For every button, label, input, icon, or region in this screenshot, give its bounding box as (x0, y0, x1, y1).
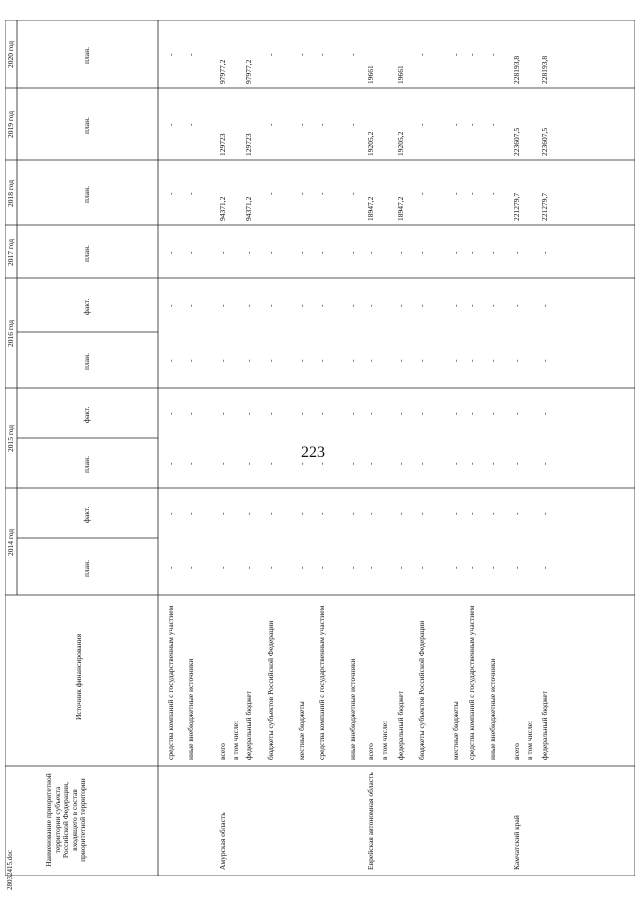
row-5-value-1: - (266, 512, 275, 515)
row-9-value-7: 18947,2 (366, 196, 375, 221)
row-13-value-1: - (451, 512, 460, 515)
row-11-value-3: - (396, 412, 405, 415)
row-2-value-4: - (218, 359, 227, 362)
row-source-10: в том числе: (380, 720, 389, 760)
row-0-value-0: - (166, 566, 175, 569)
row-11-value-5: - (396, 304, 405, 307)
footer-doc-code: 28032415.doc (6, 850, 14, 890)
row-15-value-7: - (488, 192, 497, 195)
row-8-value-5: - (348, 304, 357, 307)
row-14-value-3: - (467, 412, 476, 415)
row-1-value-9: - (186, 53, 195, 56)
row-16-value-1: - (512, 512, 521, 515)
row-11-value-1: - (396, 512, 405, 515)
row-4-value-1: - (244, 512, 253, 515)
row-6-value-8: - (297, 123, 306, 126)
row-13-value-3: - (451, 412, 460, 415)
row-9-value-2: - (366, 462, 375, 465)
row-0-value-7: - (166, 192, 175, 195)
row-1-value-7: - (186, 192, 195, 195)
row-14-value-5: - (467, 304, 476, 307)
row-18-value-0: - (540, 566, 549, 569)
row-11-value-7: 18947,2 (396, 196, 405, 221)
row-16-value-5: - (512, 304, 521, 307)
row-1-value-5: - (186, 304, 195, 307)
row-16-value-7: 221279,7 (512, 192, 521, 221)
row-12-value-0: - (417, 566, 426, 569)
row-1-value-2: - (186, 462, 195, 465)
row-0-value-8: - (166, 123, 175, 126)
row-5-value-4: - (266, 359, 275, 362)
row-6-value-7: - (297, 192, 306, 195)
row-13-value-7: - (451, 192, 460, 195)
row-8-value-1: - (348, 512, 357, 515)
row-13-value-9: - (451, 53, 460, 56)
row-source-5: бюджеты субъектов Российской Федерации (266, 620, 275, 760)
row-source-9: всего (366, 743, 375, 760)
row-7-value-7: - (317, 192, 326, 195)
row-14-value-7: - (467, 192, 476, 195)
row-1-value-4: - (186, 359, 195, 362)
row-12-value-6: - (417, 251, 426, 254)
row-7-value-4: - (317, 359, 326, 362)
row-7-value-0: - (317, 566, 326, 569)
row-9-value-1: - (366, 512, 375, 515)
row-4-value-8: 129723 (244, 133, 253, 156)
row-5-value-2: - (266, 462, 275, 465)
row-11-value-2: - (396, 462, 405, 465)
row-12-value-7: - (417, 192, 426, 195)
row-8-value-3: - (348, 412, 357, 415)
row-18-value-2: - (540, 462, 549, 465)
row-5-value-8: - (266, 123, 275, 126)
row-12-value-2: - (417, 462, 426, 465)
row-14-value-0: - (467, 566, 476, 569)
row-6-value-4: - (297, 359, 306, 362)
row-6-value-6: - (297, 251, 306, 254)
row-1-value-0: - (186, 566, 195, 569)
header-year-4: 2018 год (6, 179, 15, 207)
row-region-16: Камчатский край (512, 815, 521, 870)
row-6-value-1: - (297, 512, 306, 515)
row-5-value-5: - (266, 304, 275, 307)
funding-table (5, 20, 635, 876)
header-fact-1: факт. (82, 506, 91, 523)
row-8-value-7: - (348, 192, 357, 195)
row-source-14: средства компаний с государственным участием (467, 605, 476, 760)
row-15-value-0: - (488, 566, 497, 569)
header-year-0: 2014 год (6, 528, 15, 556)
header-source: Источник финансирования (74, 633, 83, 720)
row-0-value-3: - (166, 412, 175, 415)
row-5-value-7: - (266, 192, 275, 195)
row-source-7: средства компаний с государственным участием (317, 605, 326, 760)
row-13-value-8: - (451, 123, 460, 126)
row-source-13: местные бюджеты (451, 701, 460, 760)
row-12-value-1: - (417, 512, 426, 515)
row-source-17: в том числе: (525, 720, 534, 760)
row-7-value-3: - (317, 412, 326, 415)
row-18-value-3: - (540, 412, 549, 415)
header-year-2: 2016 год (6, 319, 15, 347)
row-source-1: иные внебюджетные источники (186, 658, 195, 760)
row-15-value-4: - (488, 359, 497, 362)
row-2-value-7: 94371,2 (218, 196, 227, 221)
row-0-value-1: - (166, 512, 175, 515)
row-12-value-4: - (417, 359, 426, 362)
row-4-value-3: - (244, 412, 253, 415)
row-11-value-9: 19661 (396, 65, 405, 84)
row-8-value-9: - (348, 53, 357, 56)
row-5-value-9: - (266, 53, 275, 56)
row-8-value-8: - (348, 123, 357, 126)
row-8-value-6: - (348, 251, 357, 254)
row-11-value-4: - (396, 359, 405, 362)
row-11-value-0: - (396, 566, 405, 569)
row-14-value-6: - (467, 251, 476, 254)
row-7-value-5: - (317, 304, 326, 307)
row-12-value-9: - (417, 53, 426, 56)
header-fact-5: факт. (82, 298, 91, 315)
header-plan-6: план. (82, 244, 91, 262)
row-7-value-6: - (317, 251, 326, 254)
row-4-value-6: - (244, 251, 253, 254)
row-6-value-9: - (297, 53, 306, 56)
row-18-value-4: - (540, 359, 549, 362)
row-16-value-3: - (512, 412, 521, 415)
row-4-value-5: - (244, 304, 253, 307)
row-18-value-8: 223607,5 (540, 127, 549, 156)
row-source-3: в том числе: (231, 720, 240, 760)
row-9-value-3: - (366, 412, 375, 415)
row-source-8: иные внебюджетные источники (348, 658, 357, 760)
row-15-value-5: - (488, 304, 497, 307)
row-6-value-5: - (297, 304, 306, 307)
row-source-12: бюджеты субъектов Российской Федерации (417, 620, 426, 760)
row-0-value-9: - (166, 53, 175, 56)
row-source-16: всего (512, 743, 521, 760)
row-7-value-2: - (317, 462, 326, 465)
page-number: 223 (301, 444, 325, 461)
row-1-value-8: - (186, 123, 195, 126)
row-15-value-9: - (488, 53, 497, 56)
row-5-value-6: - (266, 251, 275, 254)
row-8-value-4: - (348, 359, 357, 362)
row-14-value-8: - (467, 123, 476, 126)
row-0-value-2: - (166, 462, 175, 465)
row-source-15: иные внебюджетные источники (488, 658, 497, 760)
row-6-value-2: - (297, 462, 306, 465)
row-5-value-0: - (266, 566, 275, 569)
row-5-value-3: - (266, 412, 275, 415)
row-6-value-3: - (297, 412, 306, 415)
row-8-value-0: - (348, 566, 357, 569)
row-region-9: Еврейская автономная область (366, 772, 375, 870)
row-9-value-4: - (366, 359, 375, 362)
row-1-value-1: - (186, 512, 195, 515)
row-16-value-6: - (512, 251, 521, 254)
row-source-2: всего (218, 743, 227, 760)
row-0-value-4: - (166, 359, 175, 362)
row-2-value-5: - (218, 304, 227, 307)
row-13-value-0: - (451, 566, 460, 569)
row-7-value-1: - (317, 512, 326, 515)
row-18-value-5: - (540, 304, 549, 307)
header-fact-3: факт. (82, 406, 91, 423)
header-year-5: 2019 год (6, 110, 15, 138)
row-source-4: федеральный бюджет (244, 690, 253, 760)
row-0-value-5: - (166, 304, 175, 307)
row-12-value-3: - (417, 412, 426, 415)
row-1-value-6: - (186, 251, 195, 254)
row-18-value-7: 221279,7 (540, 192, 549, 221)
row-2-value-1: - (218, 512, 227, 515)
header-plan-9: план. (82, 47, 91, 64)
row-14-value-1: - (467, 512, 476, 515)
row-11-value-8: 19205,2 (396, 131, 405, 156)
row-15-value-2: - (488, 462, 497, 465)
header-plan-8: план. (82, 117, 91, 134)
row-2-value-8: 129723 (218, 133, 227, 156)
row-source-11: федеральный бюджет (396, 690, 405, 760)
row-18-value-6: - (540, 251, 549, 254)
row-4-value-7: 94371,2 (244, 196, 253, 221)
row-9-value-5: - (366, 304, 375, 307)
row-12-value-5: - (417, 304, 426, 307)
row-9-value-6: - (366, 251, 375, 254)
row-12-value-8: - (417, 123, 426, 126)
row-9-value-0: - (366, 566, 375, 569)
row-4-value-4: - (244, 359, 253, 362)
row-14-value-4: - (467, 359, 476, 362)
row-18-value-1: - (540, 512, 549, 515)
row-6-value-0: - (297, 566, 306, 569)
row-8-value-2: - (348, 462, 357, 465)
row-2-value-2: - (218, 462, 227, 465)
row-0-value-6: - (166, 251, 175, 254)
header-plan-4: план. (82, 353, 91, 370)
row-source-6: местные бюджеты (297, 701, 306, 760)
row-9-value-8: 19205,2 (366, 131, 375, 156)
row-16-value-2: - (512, 462, 521, 465)
header-plan-2: план. (82, 456, 91, 473)
row-16-value-9: 228193,8 (512, 55, 521, 84)
row-region-2: Амурская область (218, 812, 227, 870)
row-13-value-5: - (451, 304, 460, 307)
row-13-value-6: - (451, 251, 460, 254)
row-9-value-9: 19661 (366, 65, 375, 84)
header-year-1: 2015 год (6, 424, 15, 452)
row-7-value-9: - (317, 53, 326, 56)
row-2-value-6: - (218, 251, 227, 254)
header-plan-0: план. (82, 559, 91, 577)
row-4-value-2: - (244, 462, 253, 465)
row-14-value-2: - (467, 462, 476, 465)
row-4-value-0: - (244, 566, 253, 569)
row-13-value-4: - (451, 359, 460, 362)
header-year-3: 2017 год (6, 238, 15, 266)
row-15-value-8: - (488, 123, 497, 126)
row-2-value-3: - (218, 412, 227, 415)
row-7-value-8: - (317, 123, 326, 126)
header-year-6: 2020 год (6, 40, 15, 68)
row-2-value-0: - (218, 566, 227, 569)
row-4-value-9: 97977,2 (244, 59, 253, 84)
row-15-value-1: - (488, 512, 497, 515)
row-2-value-9: 97977,2 (218, 59, 227, 84)
row-11-value-6: - (396, 251, 405, 254)
row-16-value-8: 223607,5 (512, 127, 521, 156)
row-15-value-6: - (488, 251, 497, 254)
row-16-value-4: - (512, 359, 521, 362)
row-14-value-9: - (467, 53, 476, 56)
row-15-value-3: - (488, 412, 497, 415)
row-13-value-2: - (451, 462, 460, 465)
row-source-18: федеральный бюджет (540, 690, 549, 760)
header-region-name: Наименование приоритетной территории субъекта Российской Федерации, входящего в состав приоритетной территории (44, 773, 87, 867)
row-18-value-9: 228193,8 (540, 55, 549, 84)
row-source-0: средства компаний с государственным участием (166, 605, 175, 760)
row-16-value-0: - (512, 566, 521, 569)
header-plan-7: план. (82, 185, 91, 203)
row-1-value-3: - (186, 412, 195, 415)
